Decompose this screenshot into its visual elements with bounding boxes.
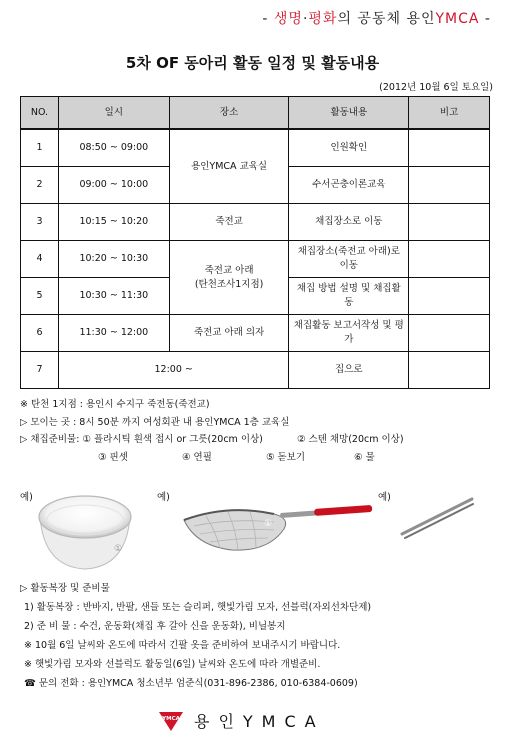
- row-time: 11:30 ~ 12:00: [58, 315, 169, 352]
- place-line: 죽전교 아래: [204, 264, 254, 276]
- note-supplies-cont: [20, 449, 495, 467]
- row-note: [409, 352, 490, 389]
- row-time: 12:00 ~: [58, 352, 289, 389]
- row-time: 08:50 ~ 09:00: [58, 129, 169, 167]
- note-meeting-place: ▷ 모이는 곳 : 8시 50분 까지 여성회관 내 용인YMCA 1층 교육실: [20, 416, 290, 428]
- bowl-image: [36, 493, 134, 571]
- row-activity: 채집장소(죽전교 아래)로 이동: [289, 241, 409, 278]
- row-no: 4: [21, 241, 59, 278]
- supply-3: ③ 핀셋: [98, 451, 128, 463]
- gear-section: [20, 579, 495, 693]
- svg-text:①: ①: [264, 519, 273, 529]
- supply-1: ▷ 채집준비물: ① 플라시틱 흰색 접시 or 그릇(20cm 이상): [20, 434, 263, 445]
- footer: [158, 709, 325, 732]
- note-supplies: [20, 431, 495, 449]
- row-note: [409, 315, 490, 352]
- col-header-no: NO.: [21, 97, 59, 130]
- row-activity: 집으로: [289, 352, 409, 389]
- supply-5: ⑤ 돋보기: [266, 451, 306, 463]
- supply-4: ④ 연필: [182, 451, 212, 463]
- row-place: 죽전교 아래 의자: [169, 315, 289, 352]
- slogan-life: 생명: [273, 11, 303, 27]
- tweezers-image: [398, 493, 476, 541]
- org-name: 용인YMCA: [194, 712, 325, 731]
- col-header-activity: 활동내용: [289, 97, 409, 130]
- row-note: [409, 204, 490, 241]
- row-no: 5: [21, 278, 59, 315]
- row-note: [409, 167, 490, 204]
- row-no: 1: [21, 129, 59, 167]
- table-row: [21, 315, 490, 352]
- col-header-place: 장소: [169, 97, 289, 130]
- svg-text:YMCA: YMCA: [162, 715, 180, 722]
- row-activity: 인원확인: [289, 129, 409, 167]
- gear-note-sun: ※ 햇빛가림 모자와 선블럭도 활동일(6일) 날씨와 온도에 따라 개별준비.: [24, 659, 321, 670]
- row-no: 3: [21, 204, 59, 241]
- row-place: [169, 241, 289, 315]
- gear-contact: ☎ 문의 전화 : 용인YMCA 청소년부 엄준식(031-896-2386, 010-6384-0609): [24, 678, 358, 689]
- row-note: [409, 278, 490, 315]
- strainer-image: [176, 496, 376, 556]
- gear-clothing: 1) 활동복장 : 반바지, 반팔, 샌들 또는 슬리퍼, 햇빛가림 모자, 선블럭(자외선차단제): [24, 602, 372, 613]
- note-location: ※ 탄천 1지점 : 용인시 수지구 죽전동(죽전교): [20, 399, 210, 410]
- slogan-dash: -: [262, 11, 274, 27]
- row-note: [409, 129, 490, 167]
- ymca-logo-icon: [158, 710, 184, 732]
- event-date: (2012년 10월 6일 토요일): [379, 82, 493, 93]
- slogan-dash-end: -: [479, 11, 491, 27]
- row-no: 7: [21, 352, 59, 389]
- table-row: [21, 129, 490, 167]
- row-time: 09:00 ~ 10:00: [58, 167, 169, 204]
- row-activity: 수서곤충이론교육: [289, 167, 409, 204]
- row-activity: 채집활동 보고서작성 및 평가: [289, 315, 409, 352]
- row-note: [409, 241, 490, 278]
- row-activity: 채집 방법 설명 및 채집활동: [289, 278, 409, 315]
- example-label: 예): [157, 492, 170, 503]
- notes-section: [20, 396, 495, 466]
- top-slogan: [262, 8, 491, 28]
- table-row: [21, 352, 490, 389]
- supply-6: ⑥ 물: [354, 451, 375, 463]
- gear-note-clothes: ※ 10월 6일 날씨와 온도에 따라서 긴팔 옷을 준비하여 보내주시기 바랍니다.: [24, 640, 341, 651]
- slogan-dot: ·: [302, 11, 309, 27]
- slogan-peace: 평화: [308, 11, 338, 27]
- col-header-note: 비고: [409, 97, 490, 130]
- place-line: (탄천조사1지점): [194, 278, 264, 290]
- col-header-time: 일시: [58, 97, 169, 130]
- table-row: [21, 241, 490, 278]
- example-label: 예): [378, 492, 391, 503]
- row-no: 6: [21, 315, 59, 352]
- gear-supplies: 2) 준 비 물 : 수건, 운동화(채집 후 갈아 신을 운동화), 비닐봉지: [24, 621, 286, 632]
- slogan-ymca: YMCA: [435, 11, 480, 27]
- row-place: 죽전교: [169, 204, 289, 241]
- table-row: [21, 204, 490, 241]
- row-time: 10:30 ~ 11:30: [58, 278, 169, 315]
- svg-text:①: ①: [114, 544, 123, 554]
- example-label: 예): [20, 492, 33, 503]
- gear-heading: ▷ 활동복장 및 준비물: [20, 583, 110, 594]
- row-time: 10:15 ~ 10:20: [58, 204, 169, 241]
- row-time: 10:20 ~ 10:30: [58, 241, 169, 278]
- row-activity: 채집장소로 이동: [289, 204, 409, 241]
- supply-2: ② 스텐 채망(20cm 이상): [296, 434, 404, 445]
- row-no: 2: [21, 167, 59, 204]
- table-header-row: [21, 97, 490, 130]
- row-place: 용인YMCA 교육실: [169, 129, 289, 204]
- slogan-community: 의 공동체 용인: [337, 11, 436, 27]
- page-title: 5차 OF 동아리 활동 일정 및 활동내용: [125, 54, 380, 72]
- schedule-table: [20, 96, 490, 389]
